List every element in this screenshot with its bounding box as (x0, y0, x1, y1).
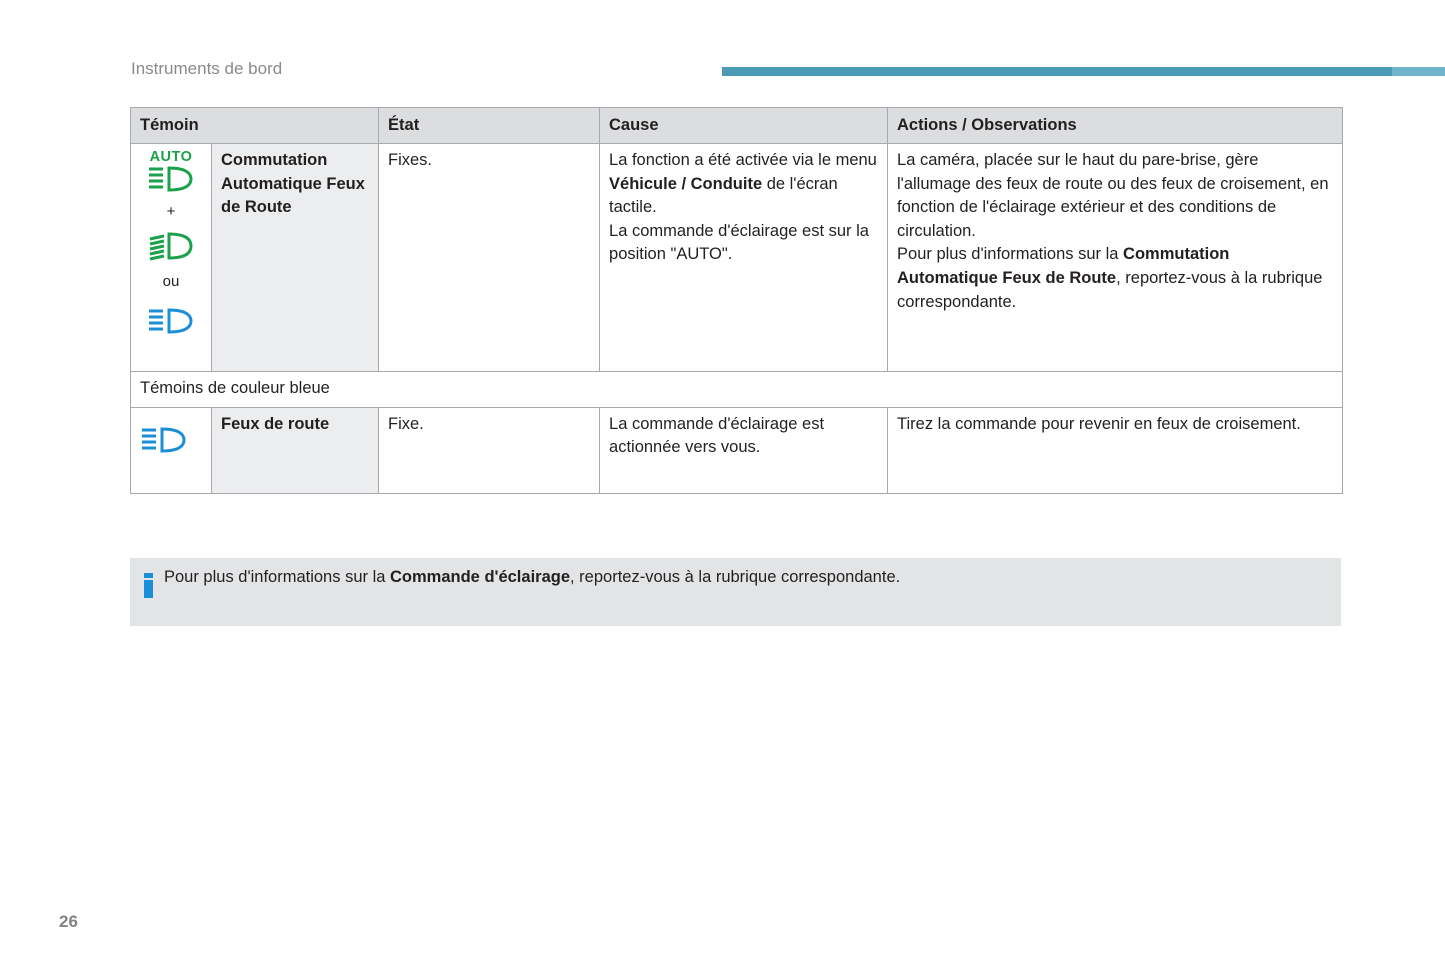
cause-text-2: La commande d'éclairage est sur la position "AUTO". (609, 221, 869, 264)
table-row (131, 407, 1343, 493)
indicator-cause: La commande d'éclairage est actionnée vers vous. (600, 407, 888, 493)
indicator-name: Feux de route (212, 407, 379, 493)
indicator-state: Fixe. (379, 407, 600, 493)
indicator-actions: Tirez la commande pour revenir en feux de croisement. (888, 407, 1343, 493)
actions-text-end: , reportez-vous à la rubrique correspondante. (897, 268, 1323, 311)
info-text (164, 568, 900, 587)
auto-label: AUTO (149, 149, 193, 165)
low-beam-green-icon (147, 231, 195, 261)
table-row (131, 144, 1343, 372)
cause-text-end: de l'écran tactile. (609, 174, 838, 217)
actions-text: La caméra, placée sur le haut du pare-brise, gère l'allumage des feux de route ou des feux de croisement, en fonction de l'éclairage extérieur et des conditions de circulation. (897, 151, 1329, 240)
group-label: Témoins de couleur bleue (131, 372, 1343, 408)
header-accent-bar (722, 67, 1445, 76)
info-text-end: , reportez-vous à la rubrique correspondante. (570, 568, 901, 586)
table-group-row (131, 372, 1343, 408)
section-title: Instruments de bord (131, 59, 283, 78)
actions-reference: Commutation Automatique Feux de Route (897, 245, 1230, 287)
indicator-icons-cell (131, 407, 212, 493)
indicator-icons-cell (131, 144, 212, 372)
info-reference: Commande d'éclairage (390, 568, 571, 586)
table-header-row (131, 108, 1343, 144)
column-header-etat: État (379, 108, 600, 144)
column-header-temoin: Témoin (131, 108, 379, 144)
plus-sign: + (166, 203, 176, 220)
indicator-state: Fixes. (379, 144, 600, 372)
column-header-cause: Cause (600, 108, 888, 144)
indicator-name: Commutation Automatique Feux de Route (212, 144, 379, 372)
high-beam-green-icon (147, 165, 195, 193)
high-beam-blue-icon (140, 426, 188, 454)
info-icon (144, 573, 153, 598)
header-accent-bar-tip (1392, 67, 1445, 76)
indicator-cause (600, 144, 888, 372)
page-number: 26 (59, 912, 78, 931)
column-header-actions: Actions / Observations (888, 108, 1343, 144)
cause-menu-path: Véhicule / Conduite (609, 174, 763, 193)
info-text-start: Pour plus d'informations sur la (164, 568, 391, 586)
indicator-actions (888, 144, 1343, 372)
warning-lights-table (130, 107, 1343, 494)
actions-text-2: Pour plus d'informations sur la (897, 245, 1124, 264)
or-label: ou (162, 273, 180, 290)
high-beam-blue-icon (147, 307, 195, 335)
cause-text: La fonction a été activée via le menu (609, 151, 877, 169)
info-note (130, 558, 1341, 626)
